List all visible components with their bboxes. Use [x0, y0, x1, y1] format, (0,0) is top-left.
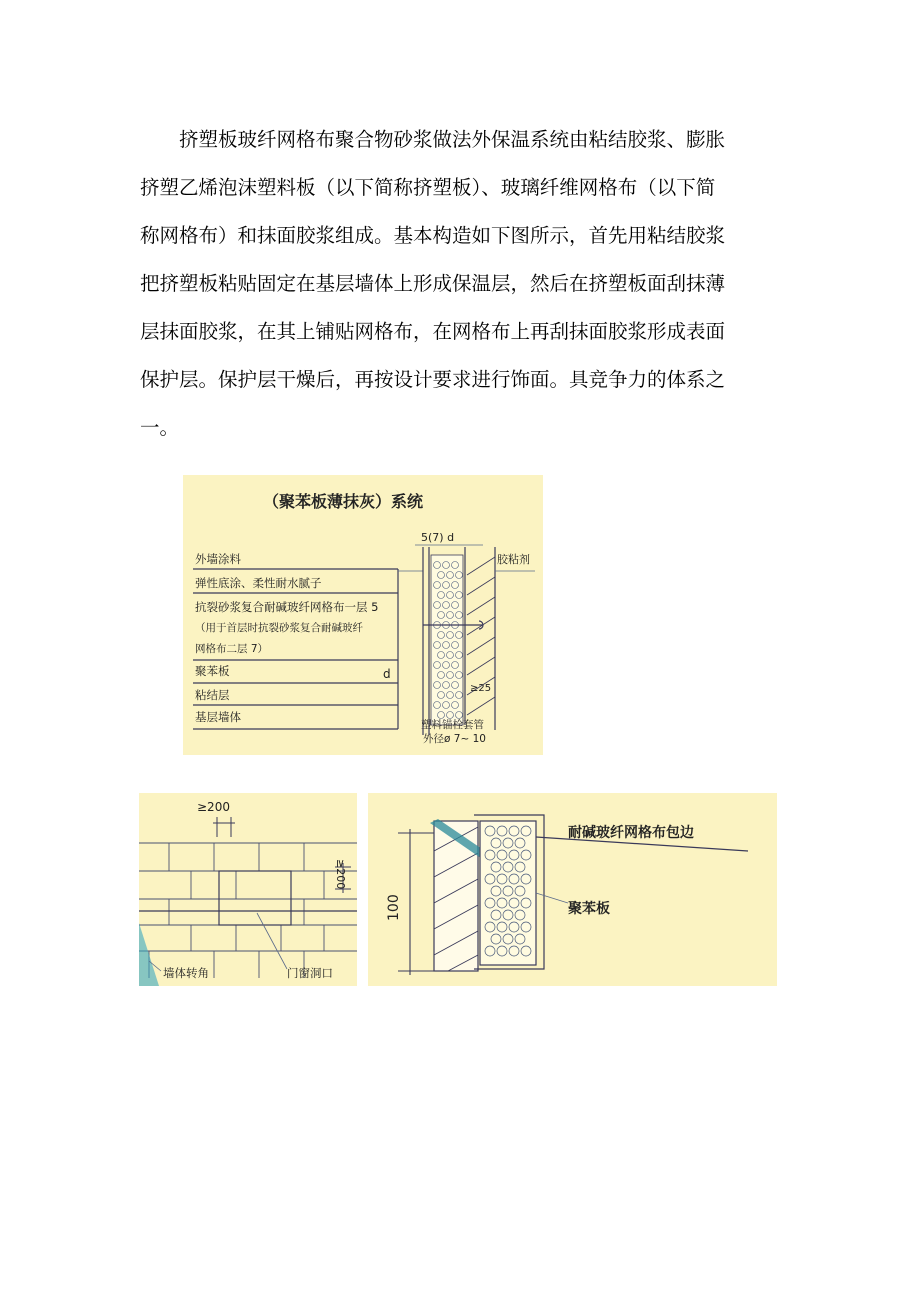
layer-label: 聚苯板 [195, 664, 230, 678]
board-label: 聚苯板 [568, 901, 610, 917]
wall-section-drawing [415, 531, 535, 745]
foam-board [480, 821, 536, 965]
dimension-label: 100 [386, 894, 402, 921]
opening-frame [219, 871, 291, 925]
opening-label: 门窗洞口 [287, 966, 333, 980]
paragraph-line: 把挤塑板粘贴固定在基层墙体上形成保温层，然后在挤塑板面刮抹薄 [140, 272, 726, 295]
layer-value: d [383, 667, 391, 681]
layer-label: 外墙涂料 [195, 552, 241, 566]
adhesive-label: 胶粘剂 [497, 553, 530, 566]
paragraph-line: 保护层。保护层干燥后，再按设计要求进行饰面。具竞争力的体系之 [140, 368, 726, 391]
anchor-label: 塑料锚栓套管 [421, 719, 484, 731]
wall-corner-diagram [139, 793, 357, 986]
layer-label: 抗裂砂浆复合耐碱玻纤网格布一层 5 [195, 600, 379, 614]
dimension-label: ≥200 [334, 859, 347, 890]
figure-title: （聚苯板薄抹灰）系统 [263, 492, 424, 511]
layer-label: 粘结层 [195, 688, 230, 702]
paragraph-line: 挤塑板玻纤网格布聚合物砂浆做法外保温系统由粘结胶浆、膨胀 [179, 128, 726, 151]
anchor-diameter-label: 外径ø 7~ 10 [423, 733, 486, 745]
corner-label: 墙体转角 [163, 966, 209, 980]
system-layers-diagram [183, 475, 543, 755]
corner-hatch [139, 923, 159, 986]
dimension-label: ≥200 [197, 800, 230, 814]
mesh-label: 耐碱玻纤网格布包边 [568, 825, 694, 841]
dimension-label: ≥25 [470, 683, 492, 694]
layer-label: 弹性底涂、柔性耐水腻子 [195, 576, 322, 590]
paragraph-line: 一。 [140, 416, 180, 439]
layer-label: 基层墙体 [195, 710, 241, 724]
mesh-wrap-diagram [368, 793, 777, 986]
paragraph-line: 层抹面胶浆，在其上铺贴网格布，在网格布上再刮抹面胶浆形成表面 [140, 320, 726, 343]
figure-mesh-wrap [368, 793, 777, 986]
figure-wall-corner [139, 793, 357, 986]
dimension-label: 5(7) d [421, 531, 455, 544]
dimension-top [213, 817, 235, 837]
paragraph-line: 挤塑乙烯泡沫塑料板（以下简称挤塑板）、玻璃纤维网格布（以下简 [140, 176, 716, 199]
figure-system-layers [183, 475, 543, 755]
body-paragraph [140, 116, 780, 452]
paragraph-line: 称网格布）和抹面胶浆组成。基本构造如下图所示，首先用粘结胶浆 [140, 224, 726, 247]
layer-label: 网格布二层 7） [195, 643, 269, 655]
layer-label: （用于首层时抗裂砂浆复合耐碱玻纤 [195, 622, 363, 634]
